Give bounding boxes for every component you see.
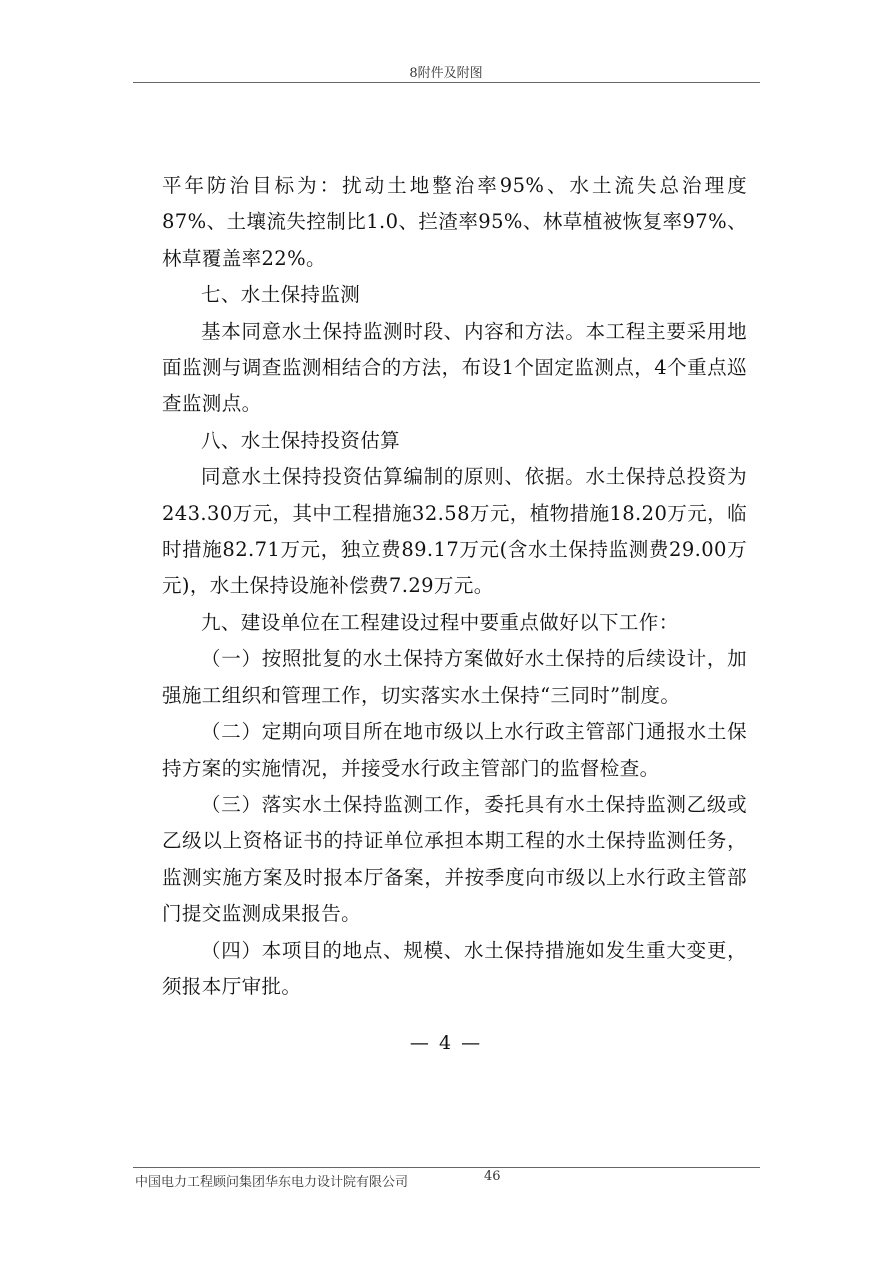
paragraph-monitoring: 基本同意水土保持监测时段、内容和方法。本工程主要采用地面监测与调查监测相结合的方法，布设1个固定监测点，4个重点巡查监测点。: [162, 319, 747, 416]
footer-divider: [133, 1167, 760, 1168]
document-page-number: — 4 —: [409, 1032, 483, 1054]
paragraph-investment: 同意水土保持投资估算编制的原则、依据。水土保持总投资为243.30万元，其中工程措施32.58万元，植物措施18.20万元，临时措施82.71万元，独立费89.17万元(含水土保持监测费29.00万元)，水土保持设施补偿费7.29万元。: [162, 465, 747, 598]
paragraph-prevention-targets: 平年防治目标为：扰动土地整治率95%、水土流失总治理度87%、土壤流失控制比1.0、拦渣率95%、林草植被恢复率97%、林草覆盖率22%。: [162, 174, 747, 270]
footer-company-name: 中国电力工程顾问集团华东电力设计院有限公司: [135, 1175, 409, 1190]
document-body: [162, 168, 747, 1005]
paragraph-duty-4: （四）本项目的地点、规模、水土保持措施如发生重大变更，须报本厅审批。: [162, 938, 747, 998]
paragraph-duty-3: （三）落实水土保持监测工作，委托具有水土保持监测乙级或乙级以上资格证书的持证单位承担本期工程的水土保持监测任务，监测实施方案及时报本厅备案，并按季度向市级以上水行政主管部门提交监测成果报告。: [162, 792, 747, 926]
section-heading-monitoring: 七、水土保持监测: [201, 283, 361, 307]
section-heading-construction-duties: 九、建设单位在工程建设过程中要重点做好以下工作：: [201, 610, 679, 634]
page-header-title: 8附件及附图: [409, 66, 483, 81]
section-heading-investment: 八、水土保持投资估算: [201, 428, 401, 452]
footer-page-number: 46: [484, 1169, 501, 1184]
paragraph-duty-2: （二）定期向项目所在地市级以上水行政主管部门通报水土保持方案的实施情况，并接受水行政主管部门的监督检查。: [162, 720, 747, 780]
paragraph-duty-1: （一）按照批复的水土保持方案做好水土保持的后续设计，加强施工组织和管理工作，切实落实水土保持“三同时”制度。: [162, 647, 747, 707]
header-divider: [133, 82, 760, 83]
